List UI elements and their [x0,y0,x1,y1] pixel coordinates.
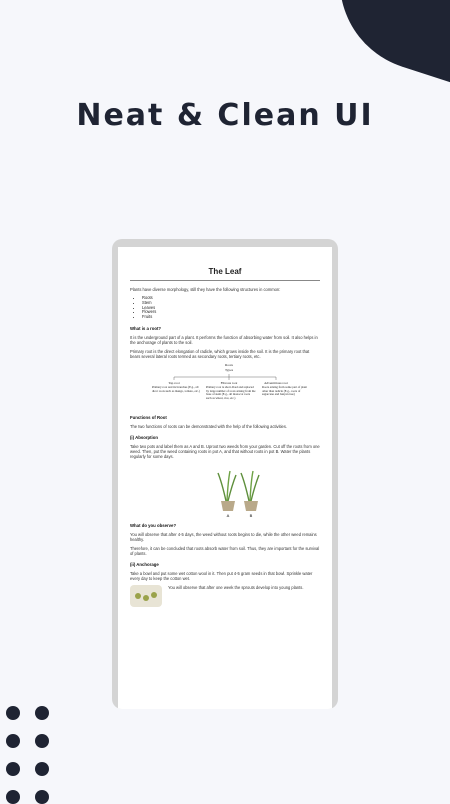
plant-pots-image [130,467,320,517]
sprout-paragraph: You will observe that after one week the sprouts develop into young plants. [168,584,304,590]
list-item: • Roots [142,296,320,301]
diagram-desc-fibrous: Primary root is short-lived and replaced by large number of roots arising from the base of stem (E.g., all monocot roots such as wheat, rice, etc.) [206,384,256,400]
pot-label-b: B [249,512,253,517]
list-item: • Stem [142,301,320,306]
diagram-root-node: Roots [225,362,233,367]
diagram-desc-taproot: Primary root and its branches (E.g., all dicot roots such as mango, tomato, etc.) [152,384,200,393]
diagram-branch-fibrous: Fibrous root [220,380,238,385]
root-paragraph-2: Primary root is the direct elongation of radicle, which grows inside the soil. It is the primary root that bears several lateral roots termed as secondary roots, tertiary roots, etc. [130,348,310,359]
bowl-image [130,585,162,607]
diagram-branch-adventitious: Adventitious root [264,380,288,385]
absorption-paragraph: Take two pots and label them as A and B. Uproot two weeds from your garden. Cut off the roots from one weed. Then, put the weed containing roots in pot A, and that without roots in pot B. Water the plants regularly for some days. [130,443,320,459]
absorption-heading: (i) Absorption [130,434,159,440]
diagram-desc-adventitious: Roots arising from some part of plant other than radicle (E.g., roots of sugarcane and banyan tree) [262,384,307,397]
observe-paragraph-2: Therefore, it can be concluded that roots absorb water from soil. Thus, they are important for the survival of plants. [130,545,320,556]
list-item: • Flowers [142,310,320,315]
document-page[interactable] [118,247,332,709]
list-item: • Leaves [142,306,320,311]
list-item: • Fruits [142,315,320,320]
anchorage-paragraph: Take a bowl and put some wet cotton wool in it. Then put 4-5 gram seeds in that bowl. Sprinkle water every day to keep the cotton wet. [130,570,313,581]
phone-mockup [112,239,338,709]
document-title: The Leaf [130,267,320,281]
pot-label-a: A [226,512,230,517]
corner-decoration [316,0,450,85]
diagram-types-node: Types [224,367,234,372]
observe-heading: What do you observe? [130,522,177,528]
functions-paragraph: The two functions of roots can be demonstrated with the help of the following activities. [130,423,288,429]
anchorage-heading: (ii) Anchorage [130,561,159,567]
root-paragraph-1: It is the underground part of a plant. It performs the function of absorbing water from soil. It also helps in the anchorage of plants to the soil. [130,334,318,345]
functions-heading: Functions of Root [130,414,167,420]
root-heading: What is a root? [130,325,162,331]
structures-list [130,296,320,320]
sprout-row [130,585,320,607]
intro-paragraph: Plants have diverse morphology, still they have the following structures in common: [130,287,281,292]
pots-illustration [130,467,320,517]
diagram-branch-taproot: Tap root [168,380,180,385]
observe-paragraph-1: You will observe that after 4-5 days, the weed without roots begins to die, while the other weed remains healthy. [130,531,317,542]
headline: Neat & Clean UI [76,98,374,133]
root-types-diagram [130,363,320,409]
